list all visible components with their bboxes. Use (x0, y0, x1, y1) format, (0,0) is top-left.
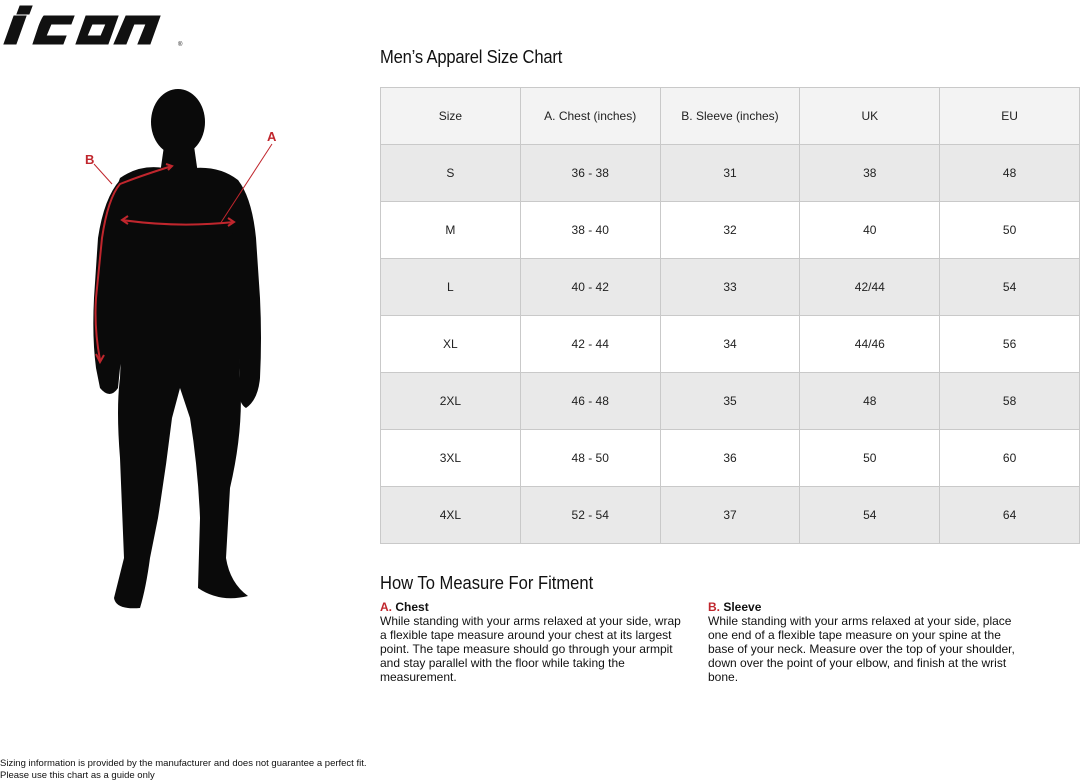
cell-chest: 36 - 38 (520, 145, 660, 202)
label-b: B (85, 152, 95, 167)
icon-logo (0, 2, 185, 48)
header-chest: A. Chest (inches) (520, 88, 660, 145)
disclaimer-line-2: Please use this chart as a guide only (0, 770, 155, 781)
header-uk: UK (800, 88, 940, 145)
cell-chest: 42 - 44 (520, 316, 660, 373)
header-size: Size (381, 88, 521, 145)
cell-size: L (381, 259, 521, 316)
cell-chest: 40 - 42 (520, 259, 660, 316)
cell-chest: 38 - 40 (520, 202, 660, 259)
disclaimer (0, 758, 367, 782)
cell-size: M (381, 202, 521, 259)
chest-heading-text: Chest (395, 600, 429, 614)
cell-size: XL (381, 316, 521, 373)
chart-title: Men’s Apparel Size Chart (380, 47, 563, 67)
cell-uk: 38 (800, 145, 940, 202)
cell-eu: 60 (940, 430, 1080, 487)
body-silhouette (80, 88, 280, 610)
sleeve-letter: B. (708, 600, 720, 614)
table-row (381, 430, 1080, 487)
table-row (381, 373, 1080, 430)
table-header-row (381, 88, 1080, 145)
cell-eu: 50 (940, 202, 1080, 259)
table-row (381, 259, 1080, 316)
cell-uk: 44/46 (800, 316, 940, 373)
cell-eu: 58 (940, 373, 1080, 430)
cell-size: S (381, 145, 521, 202)
chest-instructions (380, 600, 690, 684)
chest-text: While standing with your arms relaxed at your side, wrap a flexible tape measure around your chest at its largest point. The tape measure should go through your armpit and stay parallel with the floor while taking the measurement. (380, 614, 681, 684)
chest-heading (380, 600, 690, 614)
table-row (381, 487, 1080, 544)
table-row (381, 145, 1080, 202)
cell-uk: 54 (800, 487, 940, 544)
cell-uk: 40 (800, 202, 940, 259)
cell-sleeve: 32 (660, 202, 800, 259)
cell-size: 3XL (381, 430, 521, 487)
svg-text:®: ® (178, 42, 183, 48)
cell-eu: 48 (940, 145, 1080, 202)
cell-sleeve: 37 (660, 487, 800, 544)
cell-eu: 54 (940, 259, 1080, 316)
cell-chest: 48 - 50 (520, 430, 660, 487)
chest-letter: A. (380, 600, 392, 614)
label-a: A (267, 129, 277, 144)
size-table (380, 87, 1080, 544)
cell-eu: 64 (940, 487, 1080, 544)
cell-sleeve: 31 (660, 145, 800, 202)
cell-sleeve: 35 (660, 373, 800, 430)
cell-size: 2XL (381, 373, 521, 430)
sleeve-text: While standing with your arms relaxed at your side, place one end of a flexible tape measure on your spine at the base of your neck. Measure over the top of your shoulder, down over the point of your elbow, and finish at the wrist bone. (708, 614, 1015, 684)
cell-eu: 56 (940, 316, 1080, 373)
sleeve-heading-text: Sleeve (723, 600, 762, 614)
table-row (381, 316, 1080, 373)
cell-chest: 46 - 48 (520, 373, 660, 430)
sleeve-heading (708, 600, 1018, 614)
cell-uk: 48 (800, 373, 940, 430)
cell-sleeve: 33 (660, 259, 800, 316)
disclaimer-line-1: Sizing information is provided by the manufacturer and does not guarantee a perfect fit. (0, 758, 367, 769)
sleeve-instructions (708, 600, 1018, 684)
header-eu: EU (940, 88, 1080, 145)
cell-sleeve: 34 (660, 316, 800, 373)
cell-uk: 50 (800, 430, 940, 487)
cell-sleeve: 36 (660, 430, 800, 487)
how-to-title: How To Measure For Fitment (380, 573, 594, 593)
table-row (381, 202, 1080, 259)
cell-size: 4XL (381, 487, 521, 544)
cell-chest: 52 - 54 (520, 487, 660, 544)
cell-uk: 42/44 (800, 259, 940, 316)
header-sleeve: B. Sleeve (inches) (660, 88, 800, 145)
